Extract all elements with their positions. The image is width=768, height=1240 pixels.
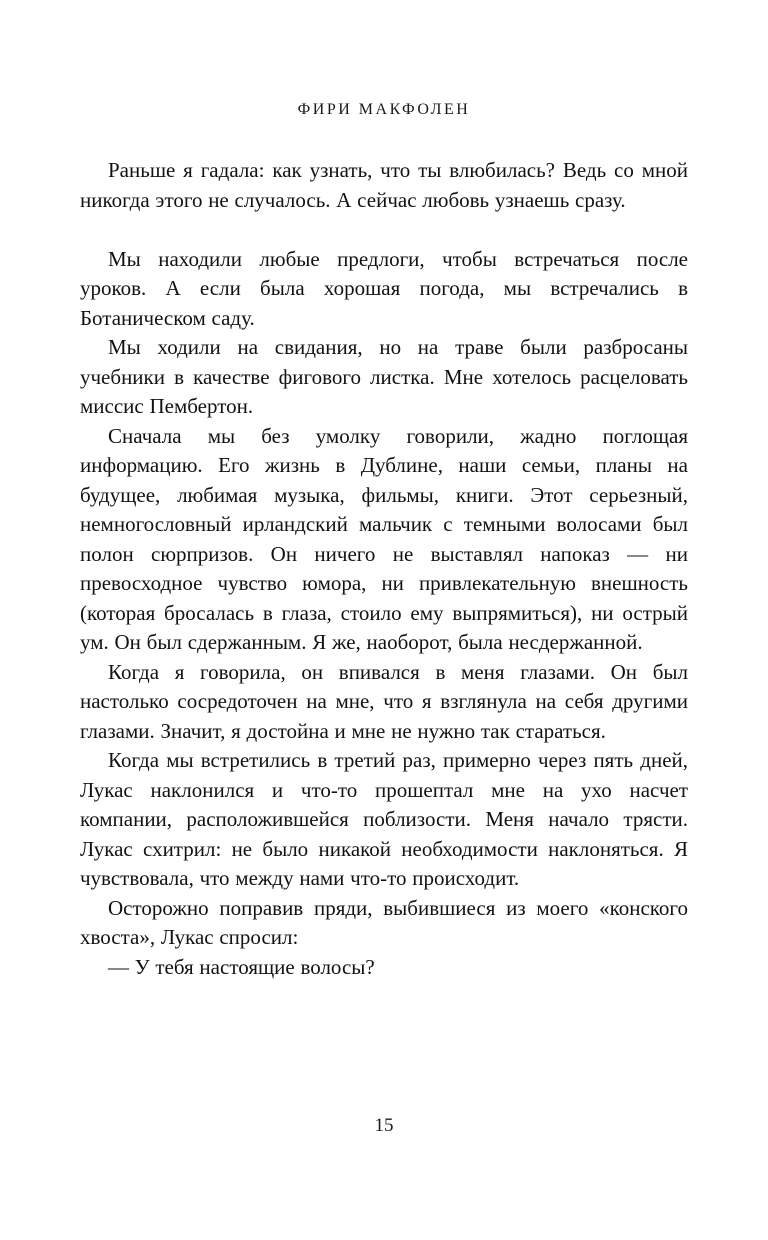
running-header: ФИРИ МАКФОЛЕН: [297, 101, 471, 118]
section-break: [80, 215, 688, 245]
paragraph: Когда я говорила, он впивался в меня глазами. Он был настолько сосредоточен на мне, что я взглянула на себя другими глазами. Значит, я достойна и мне не нужно так стараться.: [80, 659, 688, 743]
paragraph: Мы находили любые предлоги, чтобы встречаться после уроков. А если была хорошая погода, мы встречались в Ботаническом саду.: [80, 246, 688, 330]
paragraph: Раньше я гадала: как узнать, что ты влюбилась? Ведь со мной никогда этого не случалось. А сейчас любовь узнаешь сразу.: [80, 158, 688, 212]
dialogue-line: — У тебя настоящие волосы?: [108, 954, 375, 979]
page-number: 15: [374, 1115, 394, 1136]
body-text: [80, 156, 688, 982]
paragraph: Сначала мы без умолку говорили, жадно поглощая информацию. Его жизнь в Дублине, наши семьи, планы на будущее, любимая музыка, фильмы, книги. Этот серьезный, немногословный ирландский мальчик с темными волосами был полон сюрпризов. Он ничего не выставлял напоказ — ни превосходное чувство юмора, ни привлекательную внешность (которая бросалась в глаза, стоило ему выпрямиться), ни острый ум. Он был сдержанным. Я же, наоборот, была несдержанной.: [80, 423, 688, 654]
paragraph: Когда мы встретились в третий раз, примерно через пять дней, Лукас наклонился и что-то прошептал мне на ухо насчет компании, расположившейся поблизости. Меня начало трясти. Лукас схитрил: не было никакой необходимости наклоняться. Я чувствовала, что между нами что-то происходит.: [80, 748, 688, 890]
paragraph: Мы ходили на свидания, но на траве были разбросаны учебники в качестве фигового листка. Мне хотелось расцеловать миссис Пембертон.: [80, 335, 688, 418]
paragraph: Осторожно поправив пряди, выбившиеся из моего «конского хвоста», Лукас спросил:: [80, 895, 688, 949]
